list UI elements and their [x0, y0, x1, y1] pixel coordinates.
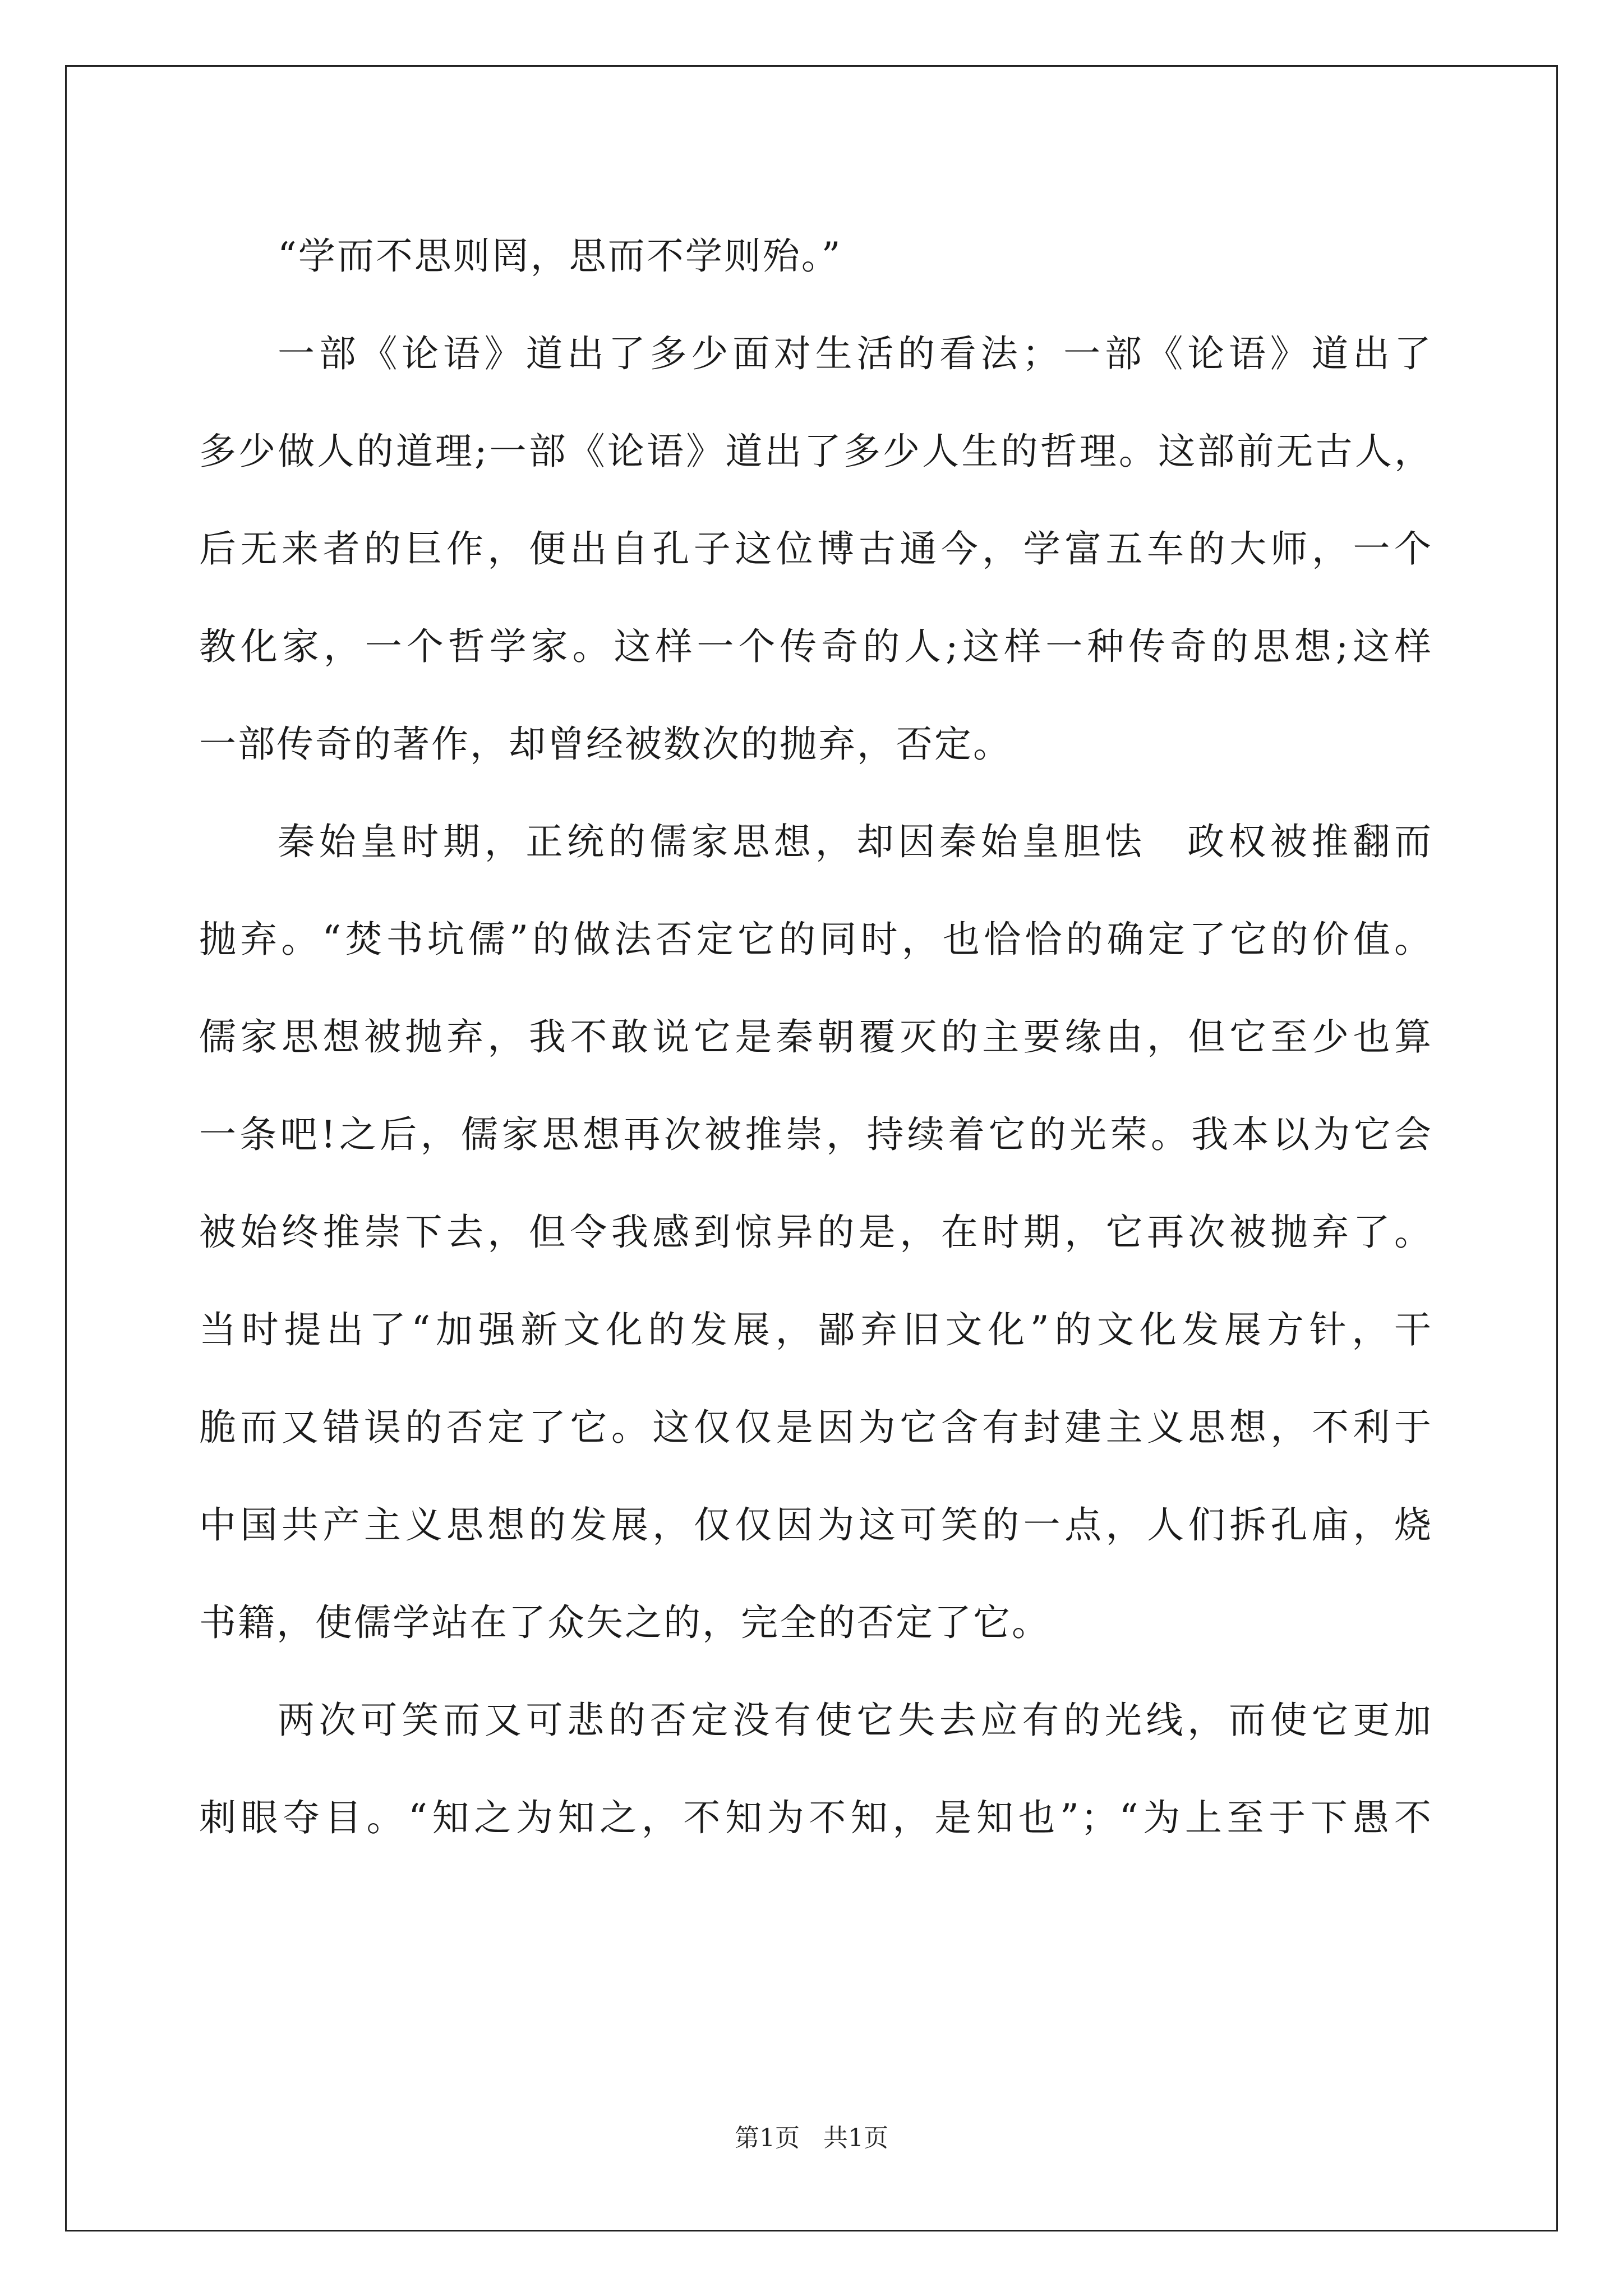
- paragraph-line: 刺眼夺目。“知之为知之，不知为不知，是知也”；“为上至于下愚不: [199, 1796, 1433, 1839]
- page-number: 第1页: [735, 2124, 800, 2152]
- paragraph-line: 后无来者的巨作，便出自孔子这位博古通今，学富五车的大师，一个: [199, 527, 1433, 570]
- paragraph-line: 多少做人的道理;一部《论语》道出了多少人生的哲理。这部前无古人，: [199, 430, 1433, 473]
- paragraph-line: 一部传奇的著作，却曾经被数次的抛弃，否定。: [199, 723, 1012, 766]
- page-total: 共1页: [823, 2124, 888, 2152]
- paragraph-line: 一部《论语》道出了多少面对生活的看法；一部《论语》道出了: [278, 332, 1433, 375]
- page-footer: [0, 2118, 1623, 2154]
- document-body: [199, 208, 1433, 1867]
- paragraph-line: 抛弃。“焚书坑儒”的做法否定它的同时，也恰恰的确定了它的价值。: [199, 918, 1433, 961]
- paragraph-line: 被始终推崇下去，但令我感到惊异的是，在时期，它再次被抛弃了。: [199, 1211, 1433, 1254]
- quote-line: “学而不思则罔，思而不学则殆。”: [278, 234, 842, 278]
- paragraph-line: 教化家，一个哲学家。这样一个传奇的人;这样一种传奇的思想;这样: [199, 625, 1433, 668]
- paragraph-line: 两次可笑而又可悲的否定没有使它失去应有的光线，而使它更加: [278, 1699, 1433, 1742]
- paragraph-line: 脆而又错误的否定了它。这仅仅是因为它含有封建主义思想，不利于: [199, 1406, 1433, 1449]
- paragraph-line: 秦始皇时期，正统的儒家思想，却因秦始皇胆怯 政权被推翻而: [278, 820, 1433, 863]
- paragraph-line: 书籍，使儒学站在了众矢之的，完全的否定了它。: [199, 1601, 1050, 1644]
- paragraph-line: 一条吧!之后，儒家思想再次被推崇，持续着它的光荣。我本以为它会: [199, 1113, 1433, 1156]
- paragraph-line: 中国共产主义思想的发展，仅仅因为这可笑的一点，人们拆孔庙，烧: [199, 1503, 1433, 1547]
- paragraph-line: 当时提出了“加强新文化的发展，鄙弃旧文化”的文化发展方针，干: [199, 1308, 1433, 1351]
- paragraph-line: 儒家思想被抛弃，我不敢说它是秦朝覆灭的主要缘由，但它至少也算: [199, 1015, 1433, 1059]
